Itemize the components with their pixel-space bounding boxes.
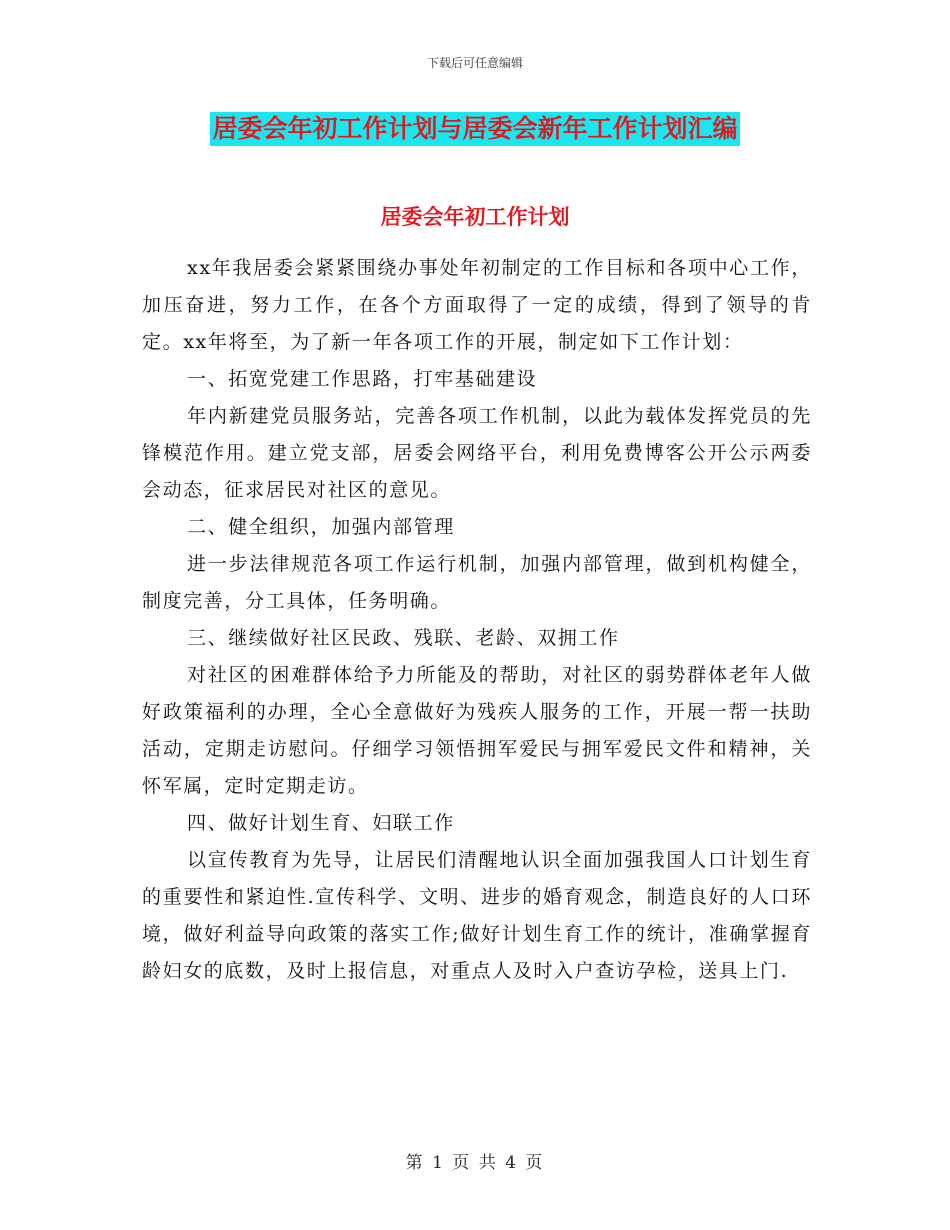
paragraph-organization: 进一步法律规范各项工作运行机制，加强内部管理，做到机构健全，制度完善，分工具体，任务明确。 (142, 553, 812, 612)
page-number-footer: 第 1 页 共 4 页 (405, 1153, 545, 1173)
document-body (142, 250, 812, 990)
heading-family-planning: 四、做好计划生育、妇联工作 (187, 812, 455, 834)
document-title-container (0, 112, 950, 146)
heading-civil-affairs: 三、继续做好社区民政、残联、老龄、双拥工作 (187, 627, 620, 649)
section-title: 居委会年初工作计划 (380, 205, 570, 229)
paragraph-family-planning: 以宣传教育为先导，让居民们清醒地认识全面加强我国人口计划生育的重要性和紧迫性.宣传科学、文明、进步的婚育观念，制造良好的人口环境，做好利益导向政策的落实工作;做好计划生育工作的统计，准确掌握育龄妇女的底数，及时上报信息，对重点人及时入户查访孕检，送具上门. (142, 849, 812, 982)
page-header-note: 下载后可任意编辑 (426, 56, 523, 70)
heading-party-building: 一、拓宽党建工作思路，打牢基础建设 (187, 368, 538, 390)
document-title: 居委会年初工作计划与居委会新年工作计划汇编 (210, 112, 739, 146)
paragraph-party-building: 年内新建党员服务站，完善各项工作机制，以此为载体发挥党员的先锋模范作用。建立党支部，居委会网络平台，利用免费博客公开公示两委会动态，征求居民对社区的意见。 (142, 405, 812, 501)
heading-organization: 二、健全组织，加强内部管理 (187, 516, 455, 538)
paragraph-intro: xx年我居委会紧紧围绕办事处年初制定的工作目标和各项中心工作，加压奋进，努力工作，在各个方面取得了一定的成绩，得到了领导的肯定。xx年将至，为了新一年各项工作的开展，制定如下工作计划： (142, 257, 812, 353)
paragraph-civil-affairs: 对社区的困难群体给予力所能及的帮助，对社区的弱势群体老年人做好政策福利的办理，全心全意做好为残疾人服务的工作，开展一帮一扶助活动，定期走访慰问。仔细学习领悟拥军爱民与拥军爱民文件和精神，关怀军属，定时定期走访。 (142, 664, 812, 797)
